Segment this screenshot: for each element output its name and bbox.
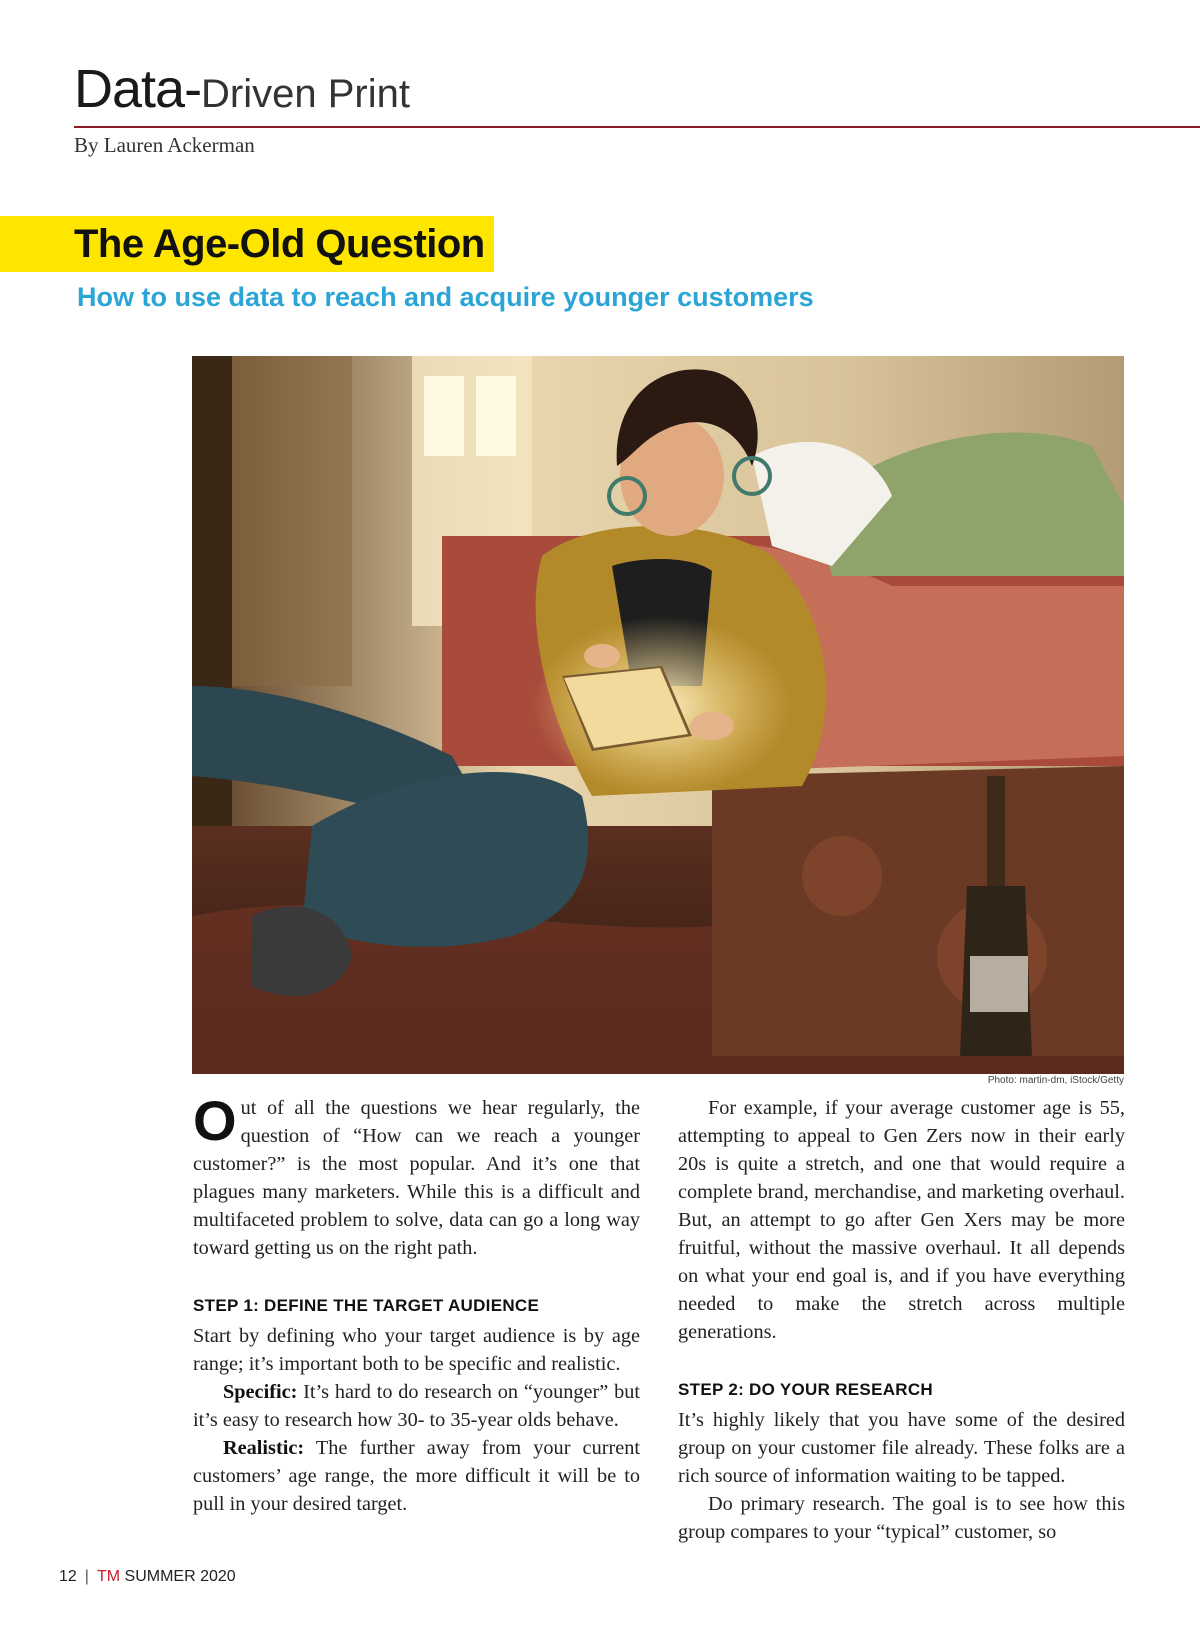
section-title	[74, 58, 410, 120]
specific-term: Specific:	[223, 1381, 298, 1403]
intro-paragraph	[193, 1089, 640, 1262]
body-column-left	[193, 1089, 640, 1518]
photo-credit: Photo: martin-dm, iStock/Getty	[987, 1075, 1124, 1086]
magazine-name: TM	[96, 1568, 121, 1585]
headline: The Age-Old Question	[74, 222, 485, 266]
step2-text: It’s highly likely that you have some of the desired group on your customer file already. These folks are a rich source of information waiting to be tapped.	[678, 1409, 1125, 1487]
section-title-bold: Data-	[74, 59, 202, 119]
body-column-right	[678, 1094, 1125, 1546]
issue-label: SUMMER 2020	[124, 1568, 236, 1585]
step2-paragraph-2: Do primary research. The goal is to see how this group compares to your “typical” customer, so	[678, 1493, 1125, 1543]
step1-heading: STEP 1: DEFINE THE TARGET AUDIENCE	[193, 1296, 540, 1315]
realistic-text: The further away from your current customers’ age range, the more difficult it will be to pull in your desired target.	[193, 1437, 640, 1515]
header-rule	[74, 126, 1200, 128]
realistic-term: Realistic:	[223, 1437, 305, 1459]
section-title-light: Driven Print	[201, 72, 410, 116]
byline: By Lauren Ackerman	[74, 133, 255, 157]
specific-text: It’s hard to do research on “younger” but it’s easy to research how 30- to 35-year olds behave.	[193, 1381, 640, 1431]
article-photo	[192, 356, 1124, 1074]
deck-subheadline: How to use data to reach and acquire younger customers	[77, 282, 814, 312]
step2-heading: STEP 2: DO YOUR RESEARCH	[678, 1380, 934, 1399]
drop-cap: O	[193, 1089, 237, 1152]
footer-separator: |	[84, 1568, 89, 1585]
page-number: 12	[59, 1568, 77, 1585]
specific-paragraph	[193, 1378, 640, 1434]
step1-text: Start by defining who your target audience is by age range; it’s important both to be specific and realistic.	[193, 1325, 640, 1375]
example-paragraph: For example, if your average customer age is 55, attempting to appeal to Gen Zers now in their early 20s is quite a stretch, and one that would require a complete brand, merchandise, and marketing overhaul. But, an attempt to go after Gen Xers may be more fruitful, without the massive overhaul. It all depends on what your end goal is, and if you have everything needed to make the stretch across multiple generations.	[678, 1097, 1125, 1343]
intro-text: ut of all the questions we hear regularly, the question of “How can we reach a younger customer?” is the most popular. And it’s one that plagues many marketers. While this is a difficult and multifaceted problem to solve, data can go a long way toward getting us on the right path.	[193, 1097, 640, 1259]
page-footer	[59, 1568, 236, 1586]
realistic-paragraph	[193, 1434, 640, 1518]
